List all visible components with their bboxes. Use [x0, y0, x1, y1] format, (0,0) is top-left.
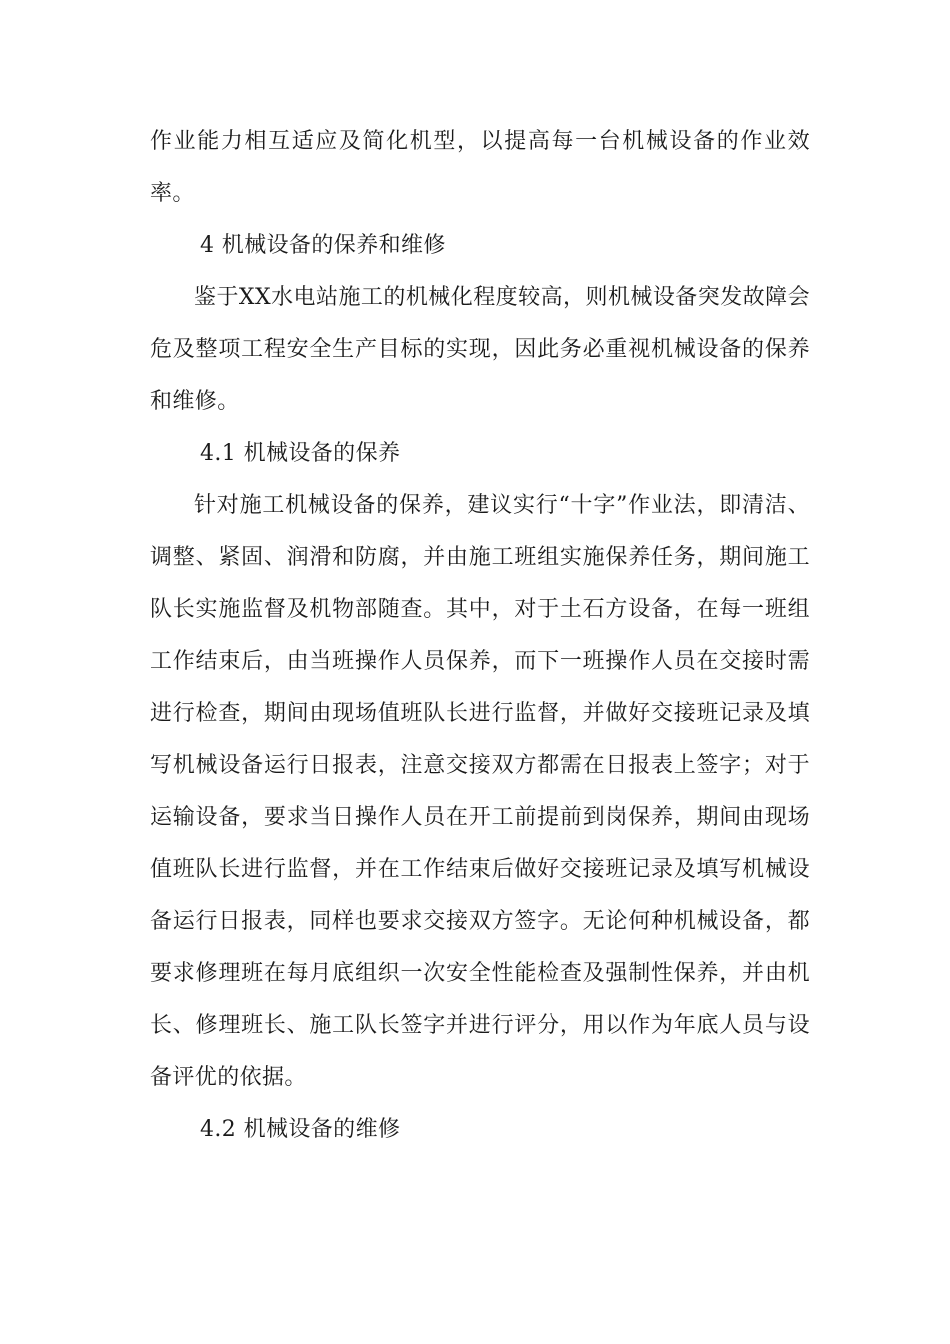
subsection-heading-4-1: 4.1 机械设备的保养 — [200, 441, 401, 466]
document-body — [150, 116, 810, 1156]
section-heading-4: 4 机械设备的保养和维修 — [200, 233, 446, 258]
paragraph-continued: 作业能力相互适应及简化机型，以提高每一台机械设备的作业效率。 — [150, 129, 810, 206]
subsection-heading-4-2: 4.2 机械设备的维修 — [200, 1117, 401, 1142]
paragraph-maintenance: 针对施工机械设备的保养，建议实行“十字”作业法，即清洁、调整、紧固、润滑和防腐，并由施工班组实施保养任务，期间施工队长实施监督及机物部随查。其中，对于土石方设备，在每一班组工作结束后，由当班操作人员保养，而下一班操作人员在交接时需进行检查，期间由现场值班队长进行监督，并做好交接班记录及填写机械设备运行日报表，注意交接双方都需在日报表上签字；对于运输设备，要求当日操作人员在开工前提前到岗保养，期间由现场值班队长进行监督，并在工作结束后做好交接班记录及填写机械设备运行日报表，同样也要求交接双方签字。无论何种机械设备，都要求修理班在每月底组织一次安全性能检查及强制性保养，并由机长、修理班长、施工队长签字并进行评分，用以作为年底人员与设备评优的依据。 — [150, 493, 810, 1090]
paragraph-intro: 鉴于XX水电站施工的机械化程度较高，则机械设备突发故障会危及整项工程安全生产目标的实现，因此务必重视机械设备的保养和维修。 — [150, 285, 810, 414]
